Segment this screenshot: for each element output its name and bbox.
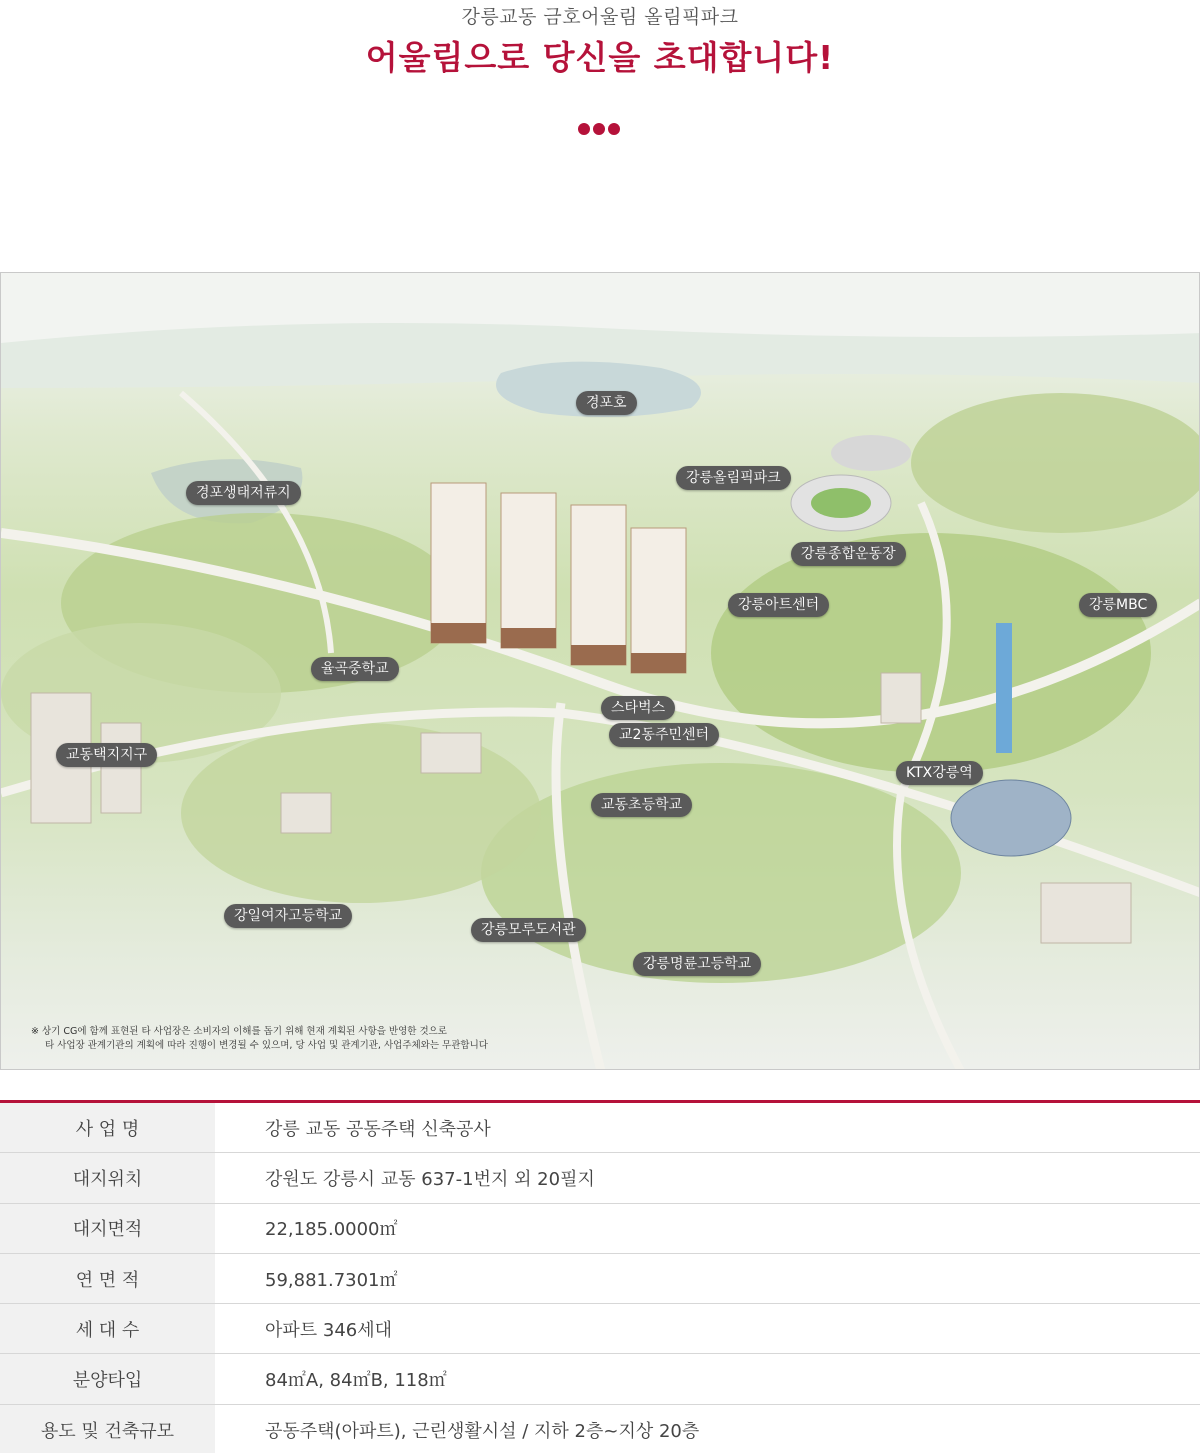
map-label-starbucks: 스타벅스 [601, 696, 675, 720]
row-label: 용도 및 건축규모 [0, 1405, 215, 1453]
page-headline: 어울림으로 당신을 초대합니다! [365, 38, 835, 77]
map-label-gyodong-district: 교동택지지구 [56, 743, 157, 767]
map-label-yulgok-middle: 율곡중학교 [311, 657, 399, 681]
table-row [0, 1103, 1200, 1153]
page-subtitle: 강릉교동 금호어울림 올림픽파크 [461, 6, 739, 28]
map-label-mbc: 강릉MBC [1079, 593, 1157, 617]
map-label-ktx-station: KTX강릉역 [896, 761, 983, 785]
row-value: 강릉 교동 공동주택 신축공사 [265, 1118, 491, 1140]
row-label: 대지위치 [0, 1153, 215, 1202]
row-value: 22,185.0000㎡ [265, 1219, 398, 1241]
map-label-gyeongpo-wetland: 경포생태저류지 [186, 481, 301, 505]
decorative-dots [578, 123, 620, 135]
map-label-gyodong-elementary: 교동초등학교 [591, 793, 692, 817]
map-label-myeongnyun-high: 강릉명륜고등학교 [633, 952, 761, 976]
row-label: 사 업 명 [0, 1103, 215, 1152]
row-label: 대지면적 [0, 1204, 215, 1253]
table-row [0, 1254, 1200, 1304]
row-value: 강원도 강릉시 교동 637-1번지 외 20필지 [265, 1168, 595, 1190]
row-value: 84㎡A, 84㎡B, 118㎡ [265, 1370, 447, 1392]
map-label-art-center: 강릉아트센터 [728, 593, 829, 617]
table-row [0, 1153, 1200, 1203]
row-label: 세 대 수 [0, 1304, 215, 1353]
table-row [0, 1354, 1200, 1404]
row-value: 아파트 346세대 [265, 1319, 393, 1341]
location-map [0, 272, 1200, 1070]
row-label: 분양타입 [0, 1354, 215, 1403]
table-row [0, 1304, 1200, 1354]
map-label-olympic-park: 강릉올림픽파크 [676, 466, 791, 490]
row-value: 공동주택(아파트), 근린생활시설 / 지하 2층~지상 20층 [265, 1420, 700, 1442]
map-label-library: 강릉모루도서관 [471, 918, 586, 942]
row-label: 연 면 적 [0, 1254, 215, 1303]
map-label-gangil-girls-high: 강일여자고등학교 [224, 904, 352, 928]
project-info-table [0, 1100, 1200, 1453]
map-label-community-center: 교2동주민센터 [609, 723, 719, 747]
map-disclaimer: ※ 상기 CG에 함께 표현된 타 사업장은 소비자의 이해를 돕기 위해 현재 계획된 사항을 반영한 것으로 타 사업장 관계기관의 계획에 따라 진행이 변경될 수 있으며, 당 사업 및 관계기관, 사업주체와는 무관합니다 [31, 1026, 488, 1051]
row-value: 59,881.7301㎡ [265, 1269, 398, 1291]
map-label-gyeongpoho: 경포호 [576, 391, 637, 415]
map-label-sports-complex: 강릉종합운동장 [791, 542, 906, 566]
table-row [0, 1405, 1200, 1453]
table-row [0, 1204, 1200, 1254]
